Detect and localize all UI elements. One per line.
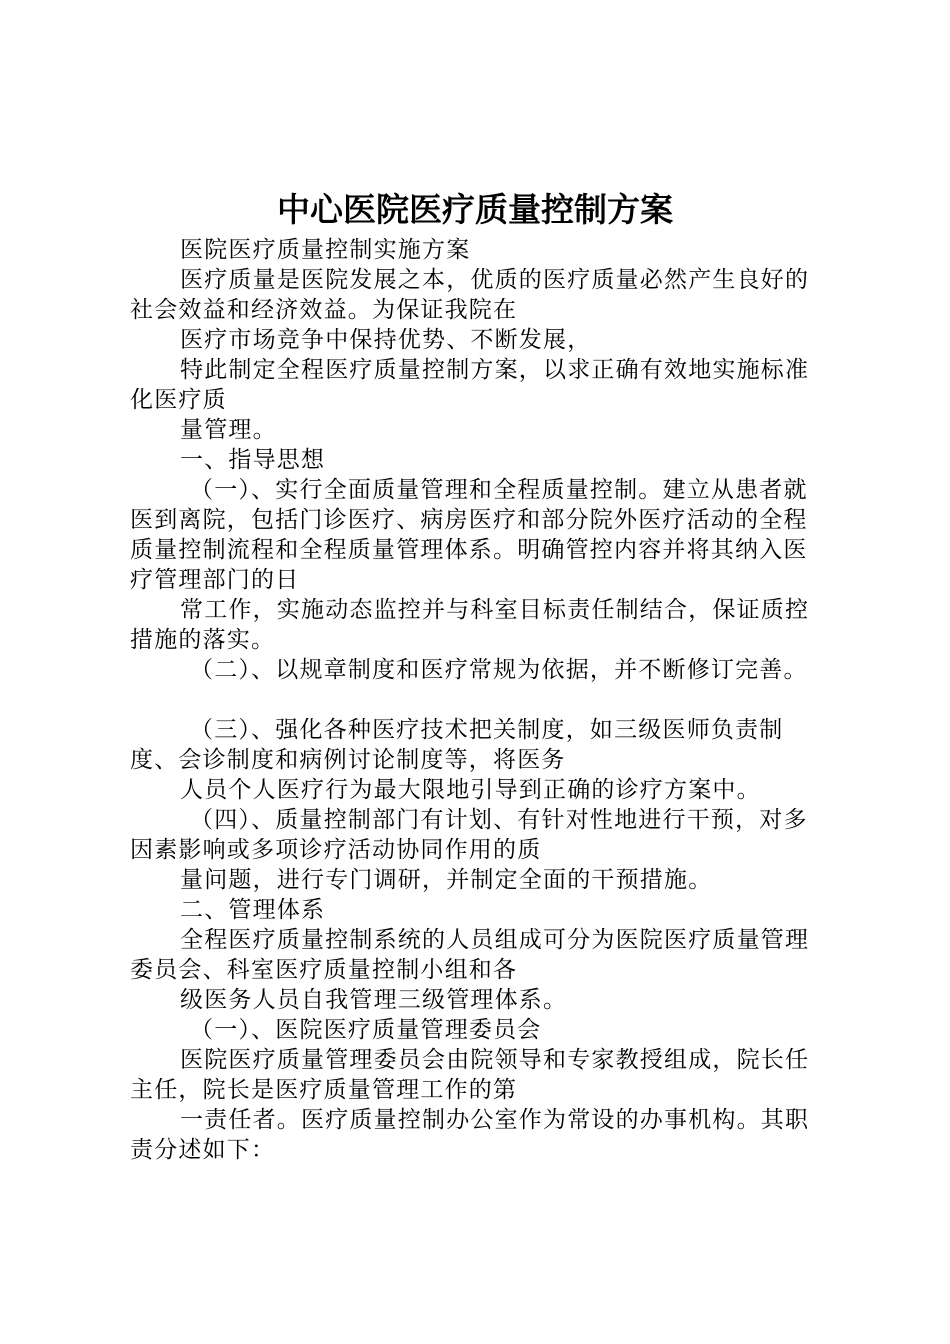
- document-title: 中心医院医疗质量控制方案: [277, 190, 673, 229]
- paragraph: 特此制定全程医疗质量控制方案，以求正确有效地实施标准化医疗质: [130, 357, 810, 413]
- paragraph: 医疗质量是医院发展之本，优质的医疗质量必然产生良好的社会效益和经济效益。为保证我院在: [130, 267, 810, 323]
- paragraph: 全程医疗质量控制系统的人员组成可分为医院医疗质量管理委员会、科室医疗质量控制小组和各: [130, 927, 810, 983]
- paragraph: 医疗市场竞争中保持优势、不断发展，: [180, 327, 592, 353]
- paragraph: （一）、实行全面质量管理和全程质量控制。建立从患者就医到离院，包括门诊医疗、病房医疗和部分院外医疗活动的全程质量控制流程和全程质量管理体系。明确管控内容并将其纳入医疗管理部门的日: [130, 477, 808, 593]
- subsection-heading: （一）、医院医疗质量管理委员会: [190, 1017, 542, 1043]
- section-heading: 一、指导思想: [180, 447, 326, 473]
- paragraph: （三）、强化各种医疗技术把关制度，如三级医师负责制度、会诊制度和病例讨论制度等，将医务: [130, 717, 784, 773]
- paragraph: 医院医疗质量控制实施方案: [180, 237, 471, 263]
- paragraph: （四）、质量控制部门有计划、有针对性地进行干预，对多因素影响或多项诊疗活动协同作用的质: [130, 807, 808, 863]
- document-body: [130, 235, 830, 1165]
- paragraph: 量问题，进行专门调研，并制定全面的干预措施。: [180, 867, 713, 893]
- section-heading: 二、管理体系: [180, 897, 326, 923]
- paragraph: 常工作，实施动态监控并与科室目标责任制结合，保证质控措施的落实。: [130, 597, 810, 653]
- paragraph: 量管理。: [180, 417, 277, 443]
- paragraph: 一责任者。医疗质量控制办公室作为常设的办事机构。其职责分述如下：: [130, 1107, 810, 1163]
- paragraph: 人员个人医疗行为最大限地引导到正确的诊疗方案中。: [180, 777, 761, 803]
- paragraph: 级医务人员自我管理三级管理体系。: [180, 987, 568, 1013]
- paragraph: 医院医疗质量管理委员会由院领导和专家教授组成，院长任主任，院长是医疗质量管理工作的第: [130, 1047, 810, 1103]
- paragraph: （二）、以规章制度和医疗常规为依据，并不断修订完善。: [190, 657, 808, 683]
